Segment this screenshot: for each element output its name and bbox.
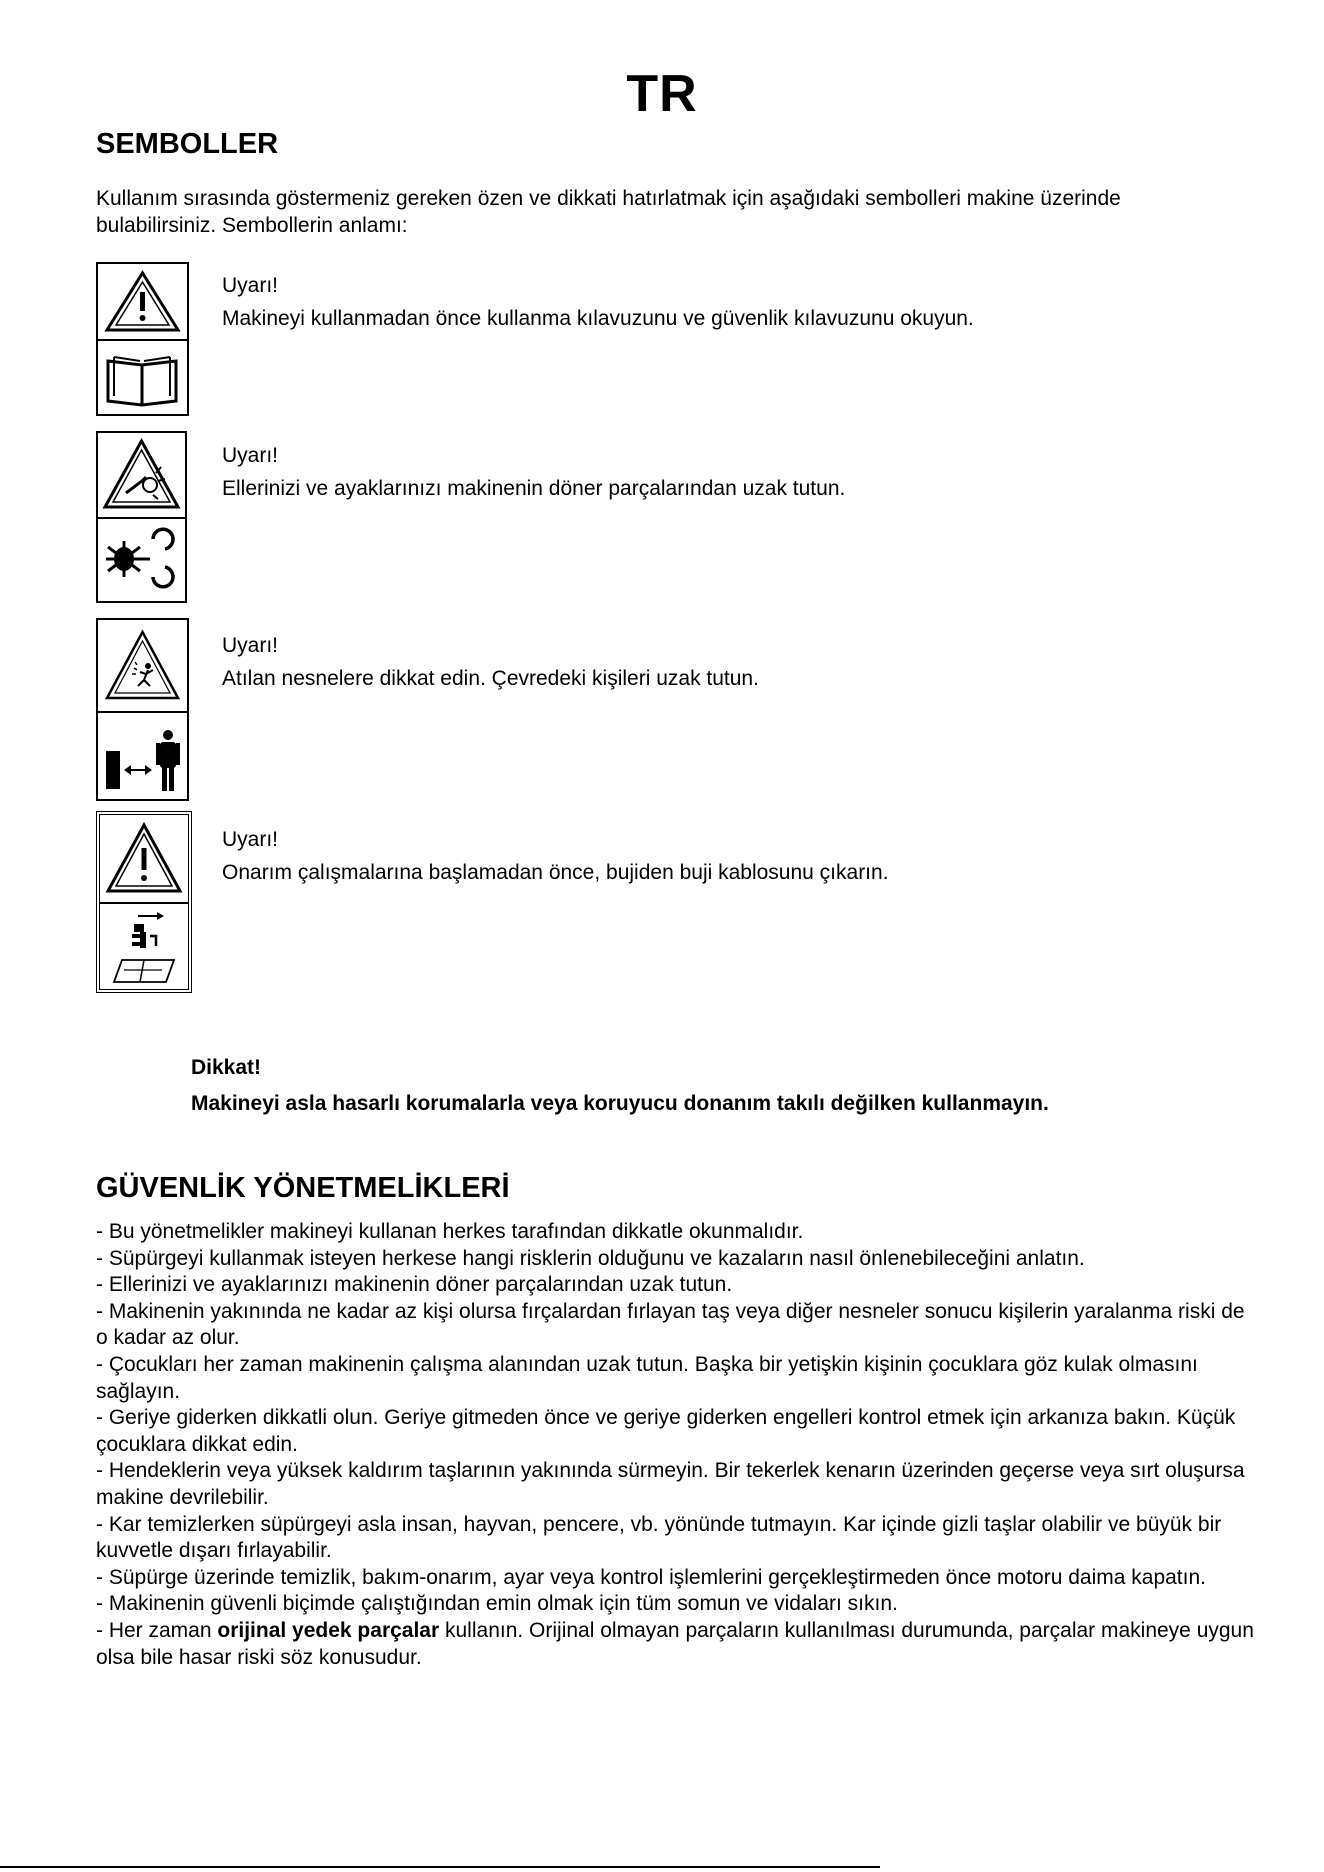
symbol-text: Makineyi kullanmadan önce kullanma kılavuzunu ve güvenlik kılavuzunu okuyun.	[222, 307, 974, 330]
symbol-text: Atılan nesnelere dikkat edin. Çevredeki kişileri uzak tutun.	[222, 667, 759, 690]
list-item: - Ellerinizi ve ayaklarınızı makinenin döner parçalarından uzak tutun.	[96, 1273, 733, 1297]
list-item: - Kar temizlerken süpürgeyi asla insan, hayvan, pencere, vb. yönünde tutmayın. Kar içinde gizli taşlar olabilir ve büyük bir kuvvetle dışarı fırlayabilir.	[96, 1512, 1222, 1563]
rule-prefix: - Her zaman	[96, 1618, 218, 1642]
language-code: TR	[626, 65, 698, 123]
list-item: - Hendeklerin veya yüksek kaldırım taşlarının yakınında sürmeyin. Bir tekerlek kenarın üzerinden geçerse veya sırt oluşursa makine devrilebilir.	[96, 1459, 1245, 1509]
caution-title: Dikkat!	[191, 1056, 262, 1079]
rule-suffix: kullanın. Orijinal olmayan parçaların kullanılması durumunda, parçalar makineye uygun olsa bile hasar riski söz konusudur.	[96, 1618, 1254, 1669]
safety-rules-list	[96, 1219, 1256, 1671]
caution-notice	[191, 1050, 1049, 1122]
symbol-description-3	[222, 629, 759, 695]
symbols-intro: Kullanım sırasında göstermeniz gereken özen ve dikkati hatırlatmak için aşağıdaki sembolleri makine üzerinde bulabilirsiniz. Sembollerin anlamı:	[96, 187, 1121, 237]
symbol-description-1	[222, 269, 974, 335]
thrown-objects-warning-icon	[98, 620, 187, 711]
list-item: - Makinenin güvenli biçimde çalıştığından emin olmak için tüm somun ve vidaları sıkın.	[96, 1592, 898, 1616]
caution-text: Makineyi asla hasarlı korumalarla veya koruyucu donanım takılı değilken kullanmayın.	[191, 1092, 1049, 1115]
symbol-description-4	[222, 823, 889, 889]
safety-section-title: GÜVENLİK YÖNETMELİKLERİ	[96, 1172, 510, 1204]
hand-foot-rotor-icon	[98, 517, 185, 601]
footer-rule	[0, 1866, 880, 1868]
warning-label: Uyarı!	[222, 828, 279, 851]
rule-bold: orijinal yedek parçalar	[217, 1618, 440, 1642]
symbol-box-2	[96, 431, 187, 603]
symbols-section-title: SEMBOLLER	[96, 128, 279, 160]
symbol-text: Ellerinizi ve ayaklarınızı makinenin döner parçalarından uzak tutun.	[222, 477, 846, 500]
keep-distance-icon	[98, 711, 187, 799]
symbol-box-4	[96, 811, 192, 993]
list-item: - Çocukları her zaman makinenin çalışma alanından uzak tutun. Başka bir yetişkin kişinin çocuklara göz kulak olmasını sağlayın.	[96, 1352, 1198, 1403]
warning-triangle-icon	[100, 815, 188, 902]
warning-label: Uyarı!	[222, 634, 279, 657]
spark-plug-disconnect-icon	[100, 902, 188, 989]
list-item: - Makinenin yakınında ne kadar az kişi olursa fırçalardan fırlayan taş veya diğer nesneler sonucu kişilerin yaralanma riski de o kadar az olur.	[96, 1299, 1245, 1350]
symbol-text: Onarım çalışmalarına başlamadan önce, bujiden buji kablosunu çıkarın.	[222, 861, 889, 884]
warning-label: Uyarı!	[222, 444, 279, 467]
manual-book-icon	[98, 339, 187, 414]
list-item: - Süpürge üzerinde temizlik, bakım-onarım, ayar veya kontrol işlemlerini gerçekleştirmeden önce motoru daima kapatın.	[96, 1565, 1206, 1589]
list-item: - Bu yönetmelikler makineyi kullanan herkes tarafından dikkatle okunmalıdır.	[96, 1220, 804, 1243]
symbol-box-1	[96, 262, 189, 416]
list-item: - Geriye giderken dikkatli olun. Geriye gitmeden önce ve geriye giderken engelleri kontrol etmek için arkanıza bakın. Küçük çocuklara dikkat edin.	[96, 1406, 1236, 1456]
symbol-box-3	[96, 618, 189, 801]
rotating-parts-warning-icon	[98, 433, 185, 517]
list-item	[96, 1618, 1256, 1671]
symbol-description-2	[222, 439, 845, 505]
warning-label: Uyarı!	[222, 274, 279, 297]
warning-triangle-icon	[98, 264, 187, 339]
list-item: - Süpürgeyi kullanmak isteyen herkese hangi risklerin olduğunu ve kazaların nasıl önlenebileceğini anlatın.	[96, 1246, 1085, 1270]
